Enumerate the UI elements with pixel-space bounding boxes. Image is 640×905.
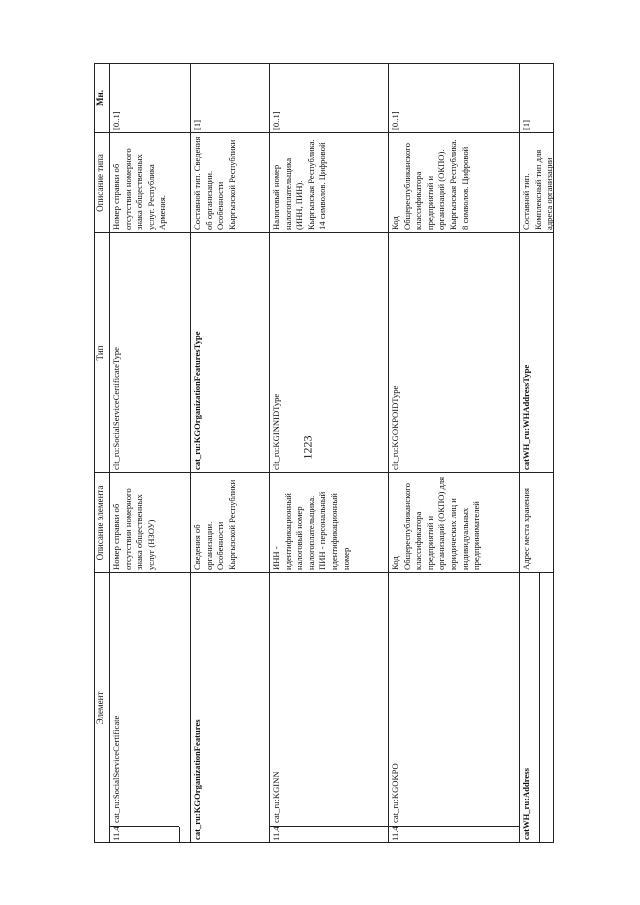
row-element-desc: Адрес места хранения [521, 488, 531, 570]
requisites-table [94, 63, 554, 843]
row-mult: [1] [192, 119, 202, 130]
row-type-desc: Номер справки об отсутствии номерного знака общественных услуг. Республика Армения. [111, 148, 168, 230]
page-number: 1223 [300, 435, 315, 460]
table-header [94, 63, 110, 843]
row-number: 11.4 [390, 826, 400, 841]
row-type-desc: Составной тип. Сведения об организации. Особенности Кыргызской Республики [192, 136, 237, 230]
row-mult: [1] [521, 119, 531, 130]
row-number: 11.4 [111, 826, 121, 841]
row-type-desc: Налоговый номер налогоплательщика (ИНН, ПИН). Кыргызская Республика. 14 символов. Цифровой [271, 139, 328, 230]
row-type-desc: Код Общереспубликанского классификатора предприятий и организаций (ОКПО). Кыргызская Республика. 8 символов. Цифровой [390, 139, 470, 230]
row-type: cat_ru:KGOrganizationFeaturesType [192, 331, 202, 470]
header-type-desc: Описание типа [95, 154, 105, 212]
row-mult: [0..1] [390, 111, 400, 130]
header-element: Элемент [95, 691, 105, 725]
row-element: cat_ru:KGINN [271, 771, 281, 823]
row-element-desc: Код Общереспубликанского классификатора предприятий и организаций (ОКПО) для юридических лиц и индивидуальных предпринимателей [390, 476, 482, 570]
row-element: cat_ru:KGOKPO [390, 763, 400, 823]
row-mult: [0..1] [271, 111, 281, 130]
row-element: cat_ru:KGOrganizationFeatures [192, 719, 202, 840]
row-type: clt_ru:KGINNIDType [271, 393, 281, 470]
row-number: 11.4 [271, 826, 281, 841]
row-type-desc: Составной тип. Комплексный тип для адреса организации [521, 149, 554, 230]
row-type: clt_ru:KGOKPOIDType [390, 385, 400, 470]
header-element-desc: Описание элемента [95, 485, 105, 561]
row-element: catWH_ru:Address [521, 768, 531, 840]
row-type: catWH_ru:WHAddressType [521, 364, 531, 470]
row-element-desc: ИНН - идентификационный налоговый номер налогоплательщика. ПИН - персональный идентификационный номер [271, 491, 351, 570]
row-mult: [0..1] [111, 111, 121, 130]
row-element-desc: Сведения об организации. Особенности Кыргызской Республики [192, 479, 237, 570]
row-element-desc: Номер справки об отсутствии номерного знака общественных услуг (НЗОУ) [111, 488, 156, 570]
header-type: Тип [95, 345, 105, 361]
header-mult: Мн. [95, 90, 105, 106]
row-type: clt_ru:SocialServiceCertificateType [111, 346, 121, 470]
row-element: cat_ru:SocialServiceCertificate [111, 715, 121, 823]
